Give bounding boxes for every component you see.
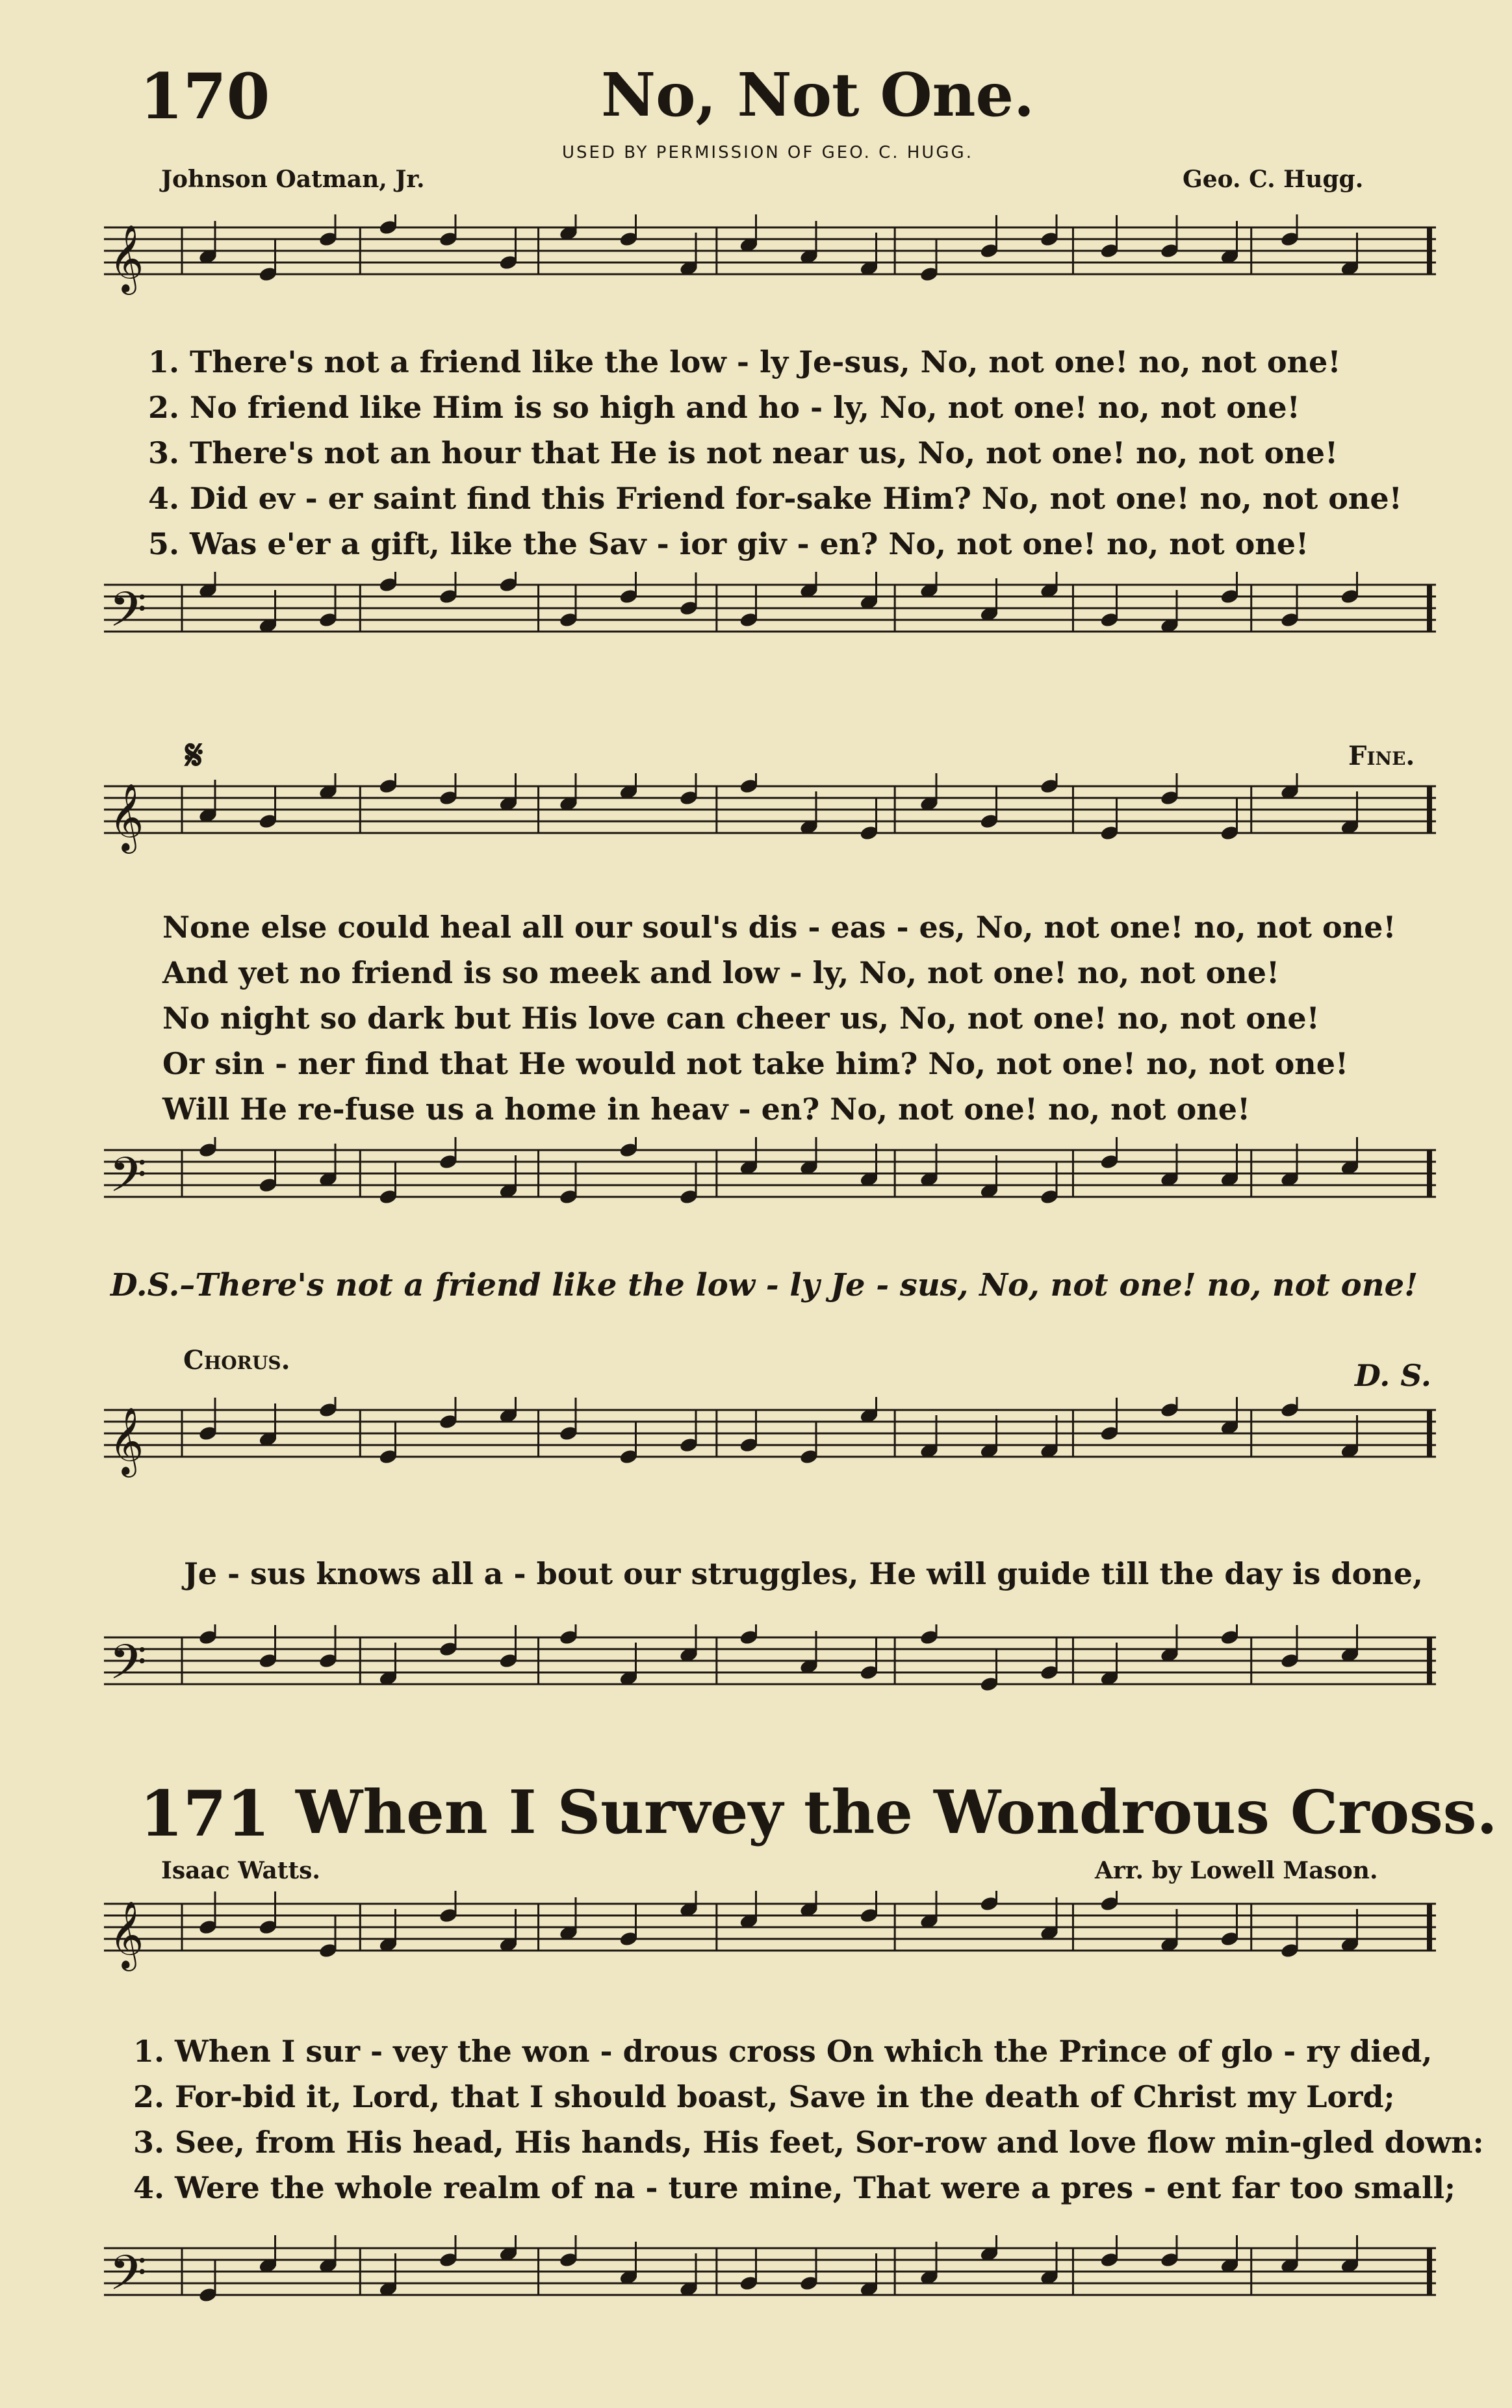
chorus-lyric: Je - sus knows all a - bout our struggles, He will guide till the day is done,	[184, 1556, 1424, 1591]
verse-4-line-a: 4. Did ev - er saint find this Friend for-sake Him? No, not one! no, not one!	[148, 481, 1402, 516]
hymn-171-number: 171	[140, 1777, 270, 1851]
composer-credit: Geo. C. Hugg.	[1183, 166, 1364, 193]
bass-clef-icon: 𝄢	[109, 1147, 147, 1215]
ds-marker: D. S.	[1355, 1358, 1431, 1393]
verse-5-line-b: Will He re-fuse us a home in heav - en? No, not one! no, not one!	[162, 1092, 1251, 1127]
verse-1-line-a: 1. There's not a friend like the low - ly Je-sus, No, not one! no, not one!	[148, 344, 1341, 379]
system-1-bass-staff	[104, 572, 1436, 708]
permission-note: USED BY PERMISSION OF GEO. C. HUGG.	[562, 143, 973, 162]
verse-4-line-b: Or sin - ner find that He would not take him? No, not one! no, not one!	[162, 1046, 1349, 1081]
bass-clef-icon: 𝄢	[109, 582, 147, 650]
treble-clef-icon: 𝄞	[109, 783, 144, 851]
system-2-bass-staff	[104, 1137, 1436, 1274]
fine-marker: Fine.	[1348, 741, 1415, 771]
verse-2-line-a: 2. No friend like Him is so high and ho - ly, No, not one! no, not one!	[148, 390, 1300, 425]
treble-clef-icon: 𝄞	[109, 224, 144, 292]
system-2-treble-staff	[104, 773, 1436, 910]
hymn-171-verse-3: 3. See, from His head, His hands, His feet, Sor-row and love flow min-gled down:	[133, 2125, 1484, 2160]
chorus-bass-staff	[104, 1624, 1436, 1728]
hymn-170-number: 170	[140, 60, 270, 133]
hymn-171-lyricist: Isaac Watts.	[161, 1857, 320, 1884]
hymn-171-verse-2: 2. For-bid it, Lord, that I should boast, Save in the death of Christ my Lord;	[133, 2079, 1395, 2114]
treble-clef-icon: 𝄞	[109, 1901, 144, 1969]
ds-instruction-line: D.S.–There's not a friend like the low - ly Je - sus, No, not one! no, not one!	[110, 1267, 1418, 1303]
verse-3-line-a: 3. There's not an hour that He is not near us, No, not one! no, not one!	[148, 435, 1339, 470]
hymn-171-title: When I Survey the Wondrous Cross.	[296, 1777, 1498, 1847]
hymn-171-bass-staff	[104, 2235, 1436, 2365]
bass-clef-icon: 𝄢	[109, 2245, 147, 2313]
hymn-171-treble-staff	[104, 1891, 1436, 2014]
chorus-treble-staff	[104, 1397, 1436, 1533]
hymn-170-title: No, Not One.	[601, 60, 1035, 130]
verse-5-line-a: 5. Was e'er a gift, like the Sav - ior giv - en? No, not one! no, not one!	[148, 526, 1309, 561]
verse-1-line-b: None else could heal all our soul's dis - eas - es, No, not one! no, not one!	[162, 910, 1396, 945]
verse-3-line-b: No night so dark but His love can cheer us, No, not one! no, not one!	[162, 1001, 1320, 1036]
segno-icon: 𝄋	[185, 731, 203, 780]
bass-clef-icon: 𝄢	[109, 1634, 147, 1702]
hymn-171-arranger: Arr. by Lowell Mason.	[1095, 1857, 1378, 1884]
hymn-171-verse-1: 1. When I sur - vey the won - drous cross On which the Prince of glo - ry died,	[133, 2034, 1433, 2069]
system-1-treble-staff	[104, 214, 1436, 351]
treble-clef-icon: 𝄞	[109, 1407, 144, 1475]
lyricist-credit: Johnson Oatman, Jr.	[161, 166, 425, 193]
verse-2-line-b: And yet no friend is so meek and low - ly, No, not one! no, not one!	[162, 955, 1280, 990]
chorus-label: Chorus.	[183, 1345, 290, 1376]
hymn-171-verse-4: 4. Were the whole realm of na - ture mine, That were a pres - ent far too small;	[133, 2170, 1455, 2205]
